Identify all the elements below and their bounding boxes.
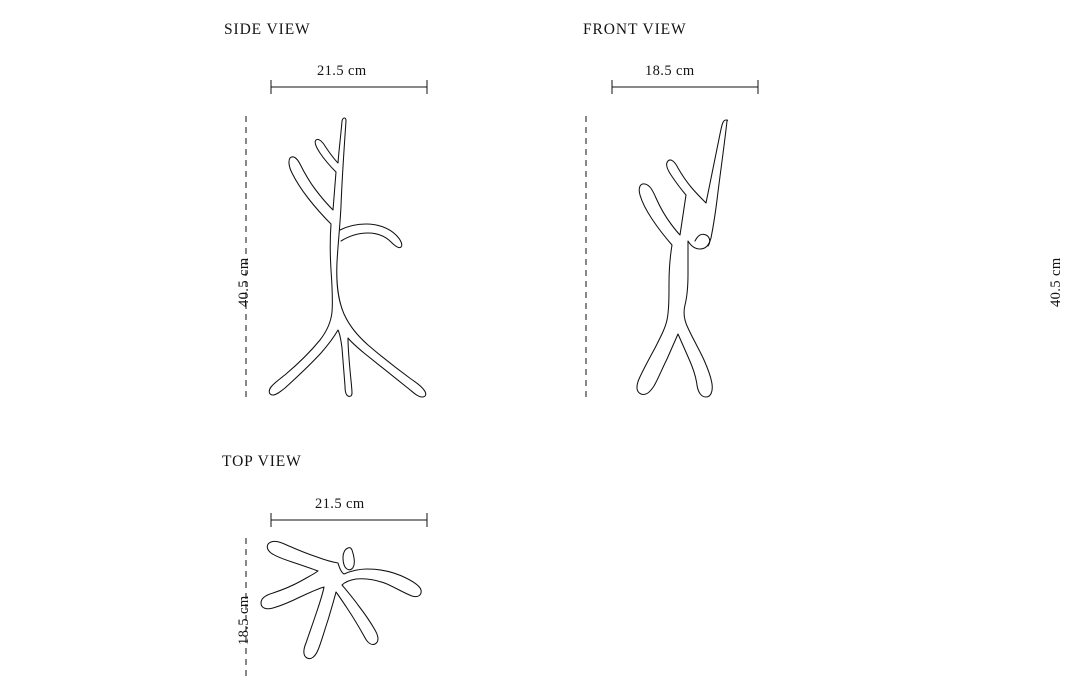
front-view-drawing <box>470 0 870 430</box>
side-view-height-label: 40.5 cm <box>236 257 252 307</box>
front-view-width-label: 18.5 cm <box>645 63 695 79</box>
side-view-group <box>0 0 470 430</box>
top-view-title: TOP VIEW <box>222 453 302 470</box>
top-view-branch-outline <box>261 541 421 658</box>
side-view-title: SIDE VIEW <box>224 21 311 38</box>
side-view-drawing <box>0 0 470 430</box>
side-view-branch-outline <box>269 118 425 397</box>
side-view-width-label: 21.5 cm <box>317 63 367 79</box>
top-view-width-label: 21.5 cm <box>315 496 365 512</box>
top-view-height-label: 18.5 cm <box>236 595 252 645</box>
front-view-height-label: 40.5 cm <box>1048 257 1064 307</box>
front-view-branch-outline <box>637 120 728 397</box>
top-view-group <box>0 430 470 700</box>
front-view-title: FRONT VIEW <box>583 21 687 38</box>
top-view-drawing <box>0 430 470 700</box>
front-view-group <box>470 0 1064 430</box>
